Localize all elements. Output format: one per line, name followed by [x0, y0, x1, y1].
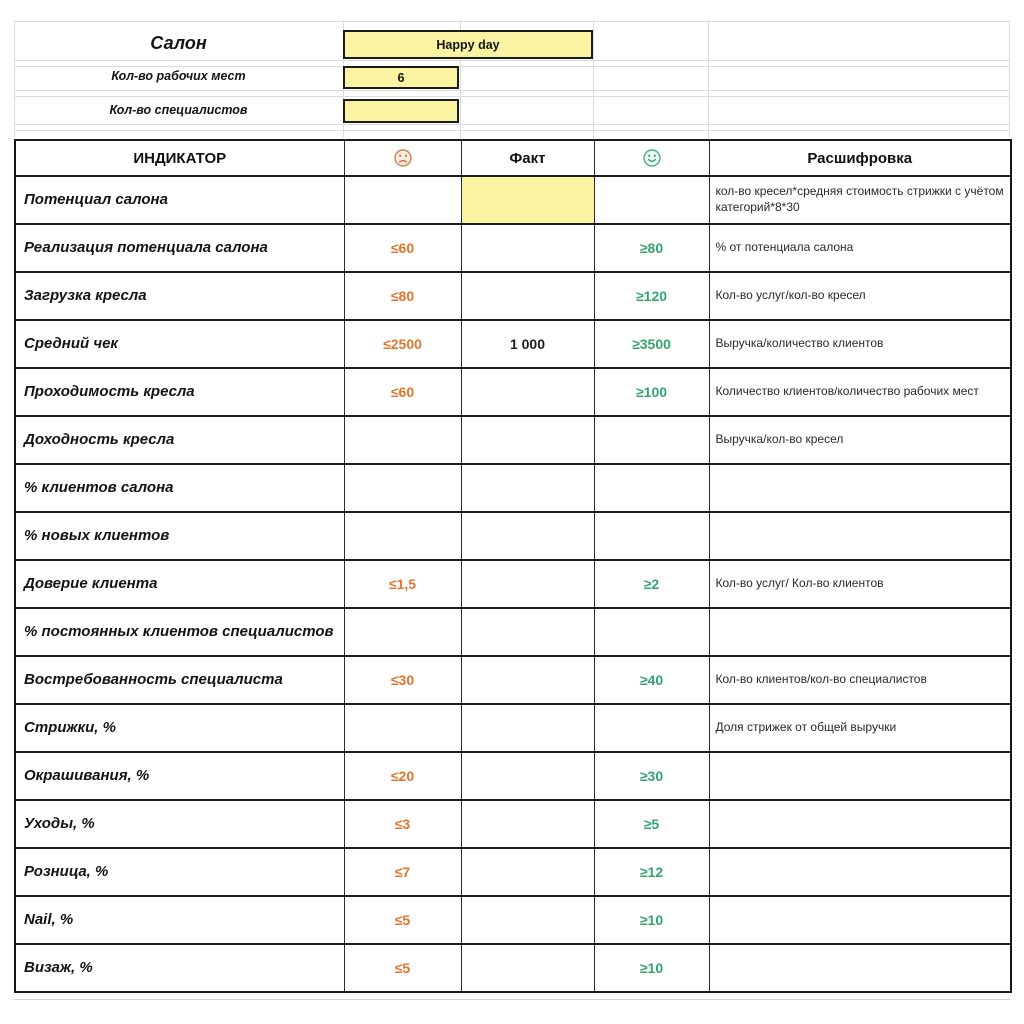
table-row: [15, 656, 1011, 704]
fact-cell[interactable]: [461, 704, 594, 752]
good-threshold-cell[interactable]: ≥10: [594, 896, 709, 944]
column-header-description: Расшифровка: [709, 140, 1011, 176]
indicator-cell[interactable]: % постоянных клиентов специалистов: [15, 608, 344, 656]
fact-cell[interactable]: [461, 800, 594, 848]
fact-cell[interactable]: [461, 896, 594, 944]
indicator-cell[interactable]: Окрашивания, %: [15, 752, 344, 800]
good-threshold-cell[interactable]: ≥10: [594, 944, 709, 992]
good-threshold-cell[interactable]: ≥80: [594, 224, 709, 272]
good-threshold-cell[interactable]: [594, 512, 709, 560]
bad-threshold-cell[interactable]: [344, 608, 461, 656]
table-header-row: [15, 140, 1011, 176]
indicator-cell[interactable]: Реализация потенциала салона: [15, 224, 344, 272]
bad-threshold-cell[interactable]: [344, 464, 461, 512]
fact-cell[interactable]: [461, 176, 594, 224]
table-row: [15, 176, 1011, 224]
bad-threshold-cell[interactable]: ≤60: [344, 368, 461, 416]
description-cell[interactable]: кол-во кресел*средняя стоимость стрижки с учётом категорий*8*30: [709, 176, 1011, 224]
bad-threshold-cell[interactable]: ≤80: [344, 272, 461, 320]
table-row: [15, 224, 1011, 272]
table-row: [15, 368, 1011, 416]
indicator-cell[interactable]: Средний чек: [15, 320, 344, 368]
column-header-indicator: ИНДИКАТОР: [15, 140, 344, 176]
gridline: [1009, 20, 1010, 138]
good-threshold-cell[interactable]: [594, 176, 709, 224]
bad-threshold-cell[interactable]: ≤30: [344, 656, 461, 704]
good-threshold-cell[interactable]: ≥3500: [594, 320, 709, 368]
indicator-cell[interactable]: Загрузка кресла: [15, 272, 344, 320]
gridline: [14, 90, 1010, 91]
column-header-bad: [344, 140, 461, 176]
indicators-table: [14, 139, 1012, 993]
good-threshold-cell[interactable]: [594, 704, 709, 752]
bad-threshold-cell[interactable]: ≤7: [344, 848, 461, 896]
bad-threshold-cell[interactable]: [344, 176, 461, 224]
sad-face-icon: [392, 147, 414, 169]
gridline: [14, 130, 1010, 131]
salon-name-cell[interactable]: Happy day: [343, 30, 593, 59]
description-cell[interactable]: Выручка/количество клиентов: [709, 320, 1011, 368]
workplaces-label: Кол-во рабочих мест: [111, 69, 246, 83]
good-threshold-cell[interactable]: ≥30: [594, 752, 709, 800]
good-threshold-cell[interactable]: [594, 464, 709, 512]
good-threshold-cell[interactable]: ≥40: [594, 656, 709, 704]
description-cell[interactable]: [709, 848, 1011, 896]
description-cell[interactable]: Кол-во клиентов/кол-во специалистов: [709, 656, 1011, 704]
smiley-face-icon: [641, 147, 663, 169]
table-row: [15, 896, 1011, 944]
gridline: [708, 20, 709, 138]
bad-threshold-cell[interactable]: ≤1,5: [344, 560, 461, 608]
workplaces-input-cell[interactable]: 6: [343, 66, 459, 89]
specialists-label: Кол-во специалистов: [109, 103, 248, 117]
fact-cell[interactable]: [461, 752, 594, 800]
gridline: [593, 20, 594, 138]
good-threshold-cell[interactable]: [594, 416, 709, 464]
good-threshold-cell[interactable]: [594, 608, 709, 656]
indicator-cell[interactable]: Доверие клиента: [15, 560, 344, 608]
indicator-cell[interactable]: Розница, %: [15, 848, 344, 896]
description-cell[interactable]: Доля стрижек от общей выручки: [709, 704, 1011, 752]
column-header-fact: Факт: [461, 140, 594, 176]
bad-threshold-cell[interactable]: [344, 512, 461, 560]
fact-cell[interactable]: [461, 560, 594, 608]
description-cell[interactable]: Кол-во услуг/ Кол-во клиентов: [709, 560, 1011, 608]
description-cell[interactable]: [709, 752, 1011, 800]
fact-cell[interactable]: [461, 224, 594, 272]
table-row: [15, 752, 1011, 800]
good-threshold-cell[interactable]: ≥2: [594, 560, 709, 608]
table-row: [15, 608, 1011, 656]
table-row: [15, 416, 1011, 464]
indicator-cell[interactable]: % новых клиентов: [15, 512, 344, 560]
description-cell[interactable]: [709, 464, 1011, 512]
gridline: [14, 999, 1010, 1000]
good-threshold-cell[interactable]: ≥120: [594, 272, 709, 320]
indicator-cell[interactable]: Проходимость кресла: [15, 368, 344, 416]
fact-cell[interactable]: [461, 656, 594, 704]
indicator-cell[interactable]: % клиентов салона: [15, 464, 344, 512]
fact-cell[interactable]: [461, 608, 594, 656]
description-cell[interactable]: [709, 800, 1011, 848]
indicator-cell[interactable]: Nail, %: [15, 896, 344, 944]
description-cell[interactable]: [709, 512, 1011, 560]
gridline: [14, 124, 1010, 125]
indicator-cell[interactable]: Визаж, %: [15, 944, 344, 992]
table-row: [15, 560, 1011, 608]
table-row: [15, 944, 1011, 992]
description-cell[interactable]: % от потенциала салона: [709, 224, 1011, 272]
fact-cell[interactable]: [461, 464, 594, 512]
fact-cell[interactable]: [461, 368, 594, 416]
good-threshold-cell[interactable]: ≥12: [594, 848, 709, 896]
indicator-cell[interactable]: Потенциал салона: [15, 176, 344, 224]
table-row: [15, 512, 1011, 560]
indicator-cell[interactable]: Доходность кресла: [15, 416, 344, 464]
description-cell[interactable]: Кол-во услуг/кол-во кресел: [709, 272, 1011, 320]
table-row: [15, 800, 1011, 848]
gridline: [14, 21, 1010, 22]
fact-cell[interactable]: [461, 512, 594, 560]
indicator-cell[interactable]: Стрижки, %: [15, 704, 344, 752]
column-header-good: [594, 140, 709, 176]
specialists-input-cell[interactable]: [343, 99, 459, 123]
good-threshold-cell[interactable]: ≥100: [594, 368, 709, 416]
table-row: [15, 272, 1011, 320]
fact-cell[interactable]: [461, 272, 594, 320]
gridline: [14, 66, 1010, 67]
fact-cell[interactable]: [461, 416, 594, 464]
description-cell[interactable]: Выручка/кол-во кресел: [709, 416, 1011, 464]
table-row: [15, 464, 1011, 512]
table-row: [15, 704, 1011, 752]
bad-threshold-cell[interactable]: ≤5: [344, 896, 461, 944]
bad-threshold-cell[interactable]: [344, 416, 461, 464]
gridline: [14, 96, 1010, 97]
description-cell[interactable]: Количество клиентов/количество рабочих мест: [709, 368, 1011, 416]
salon-label: Салон: [150, 33, 207, 53]
fact-cell[interactable]: [461, 848, 594, 896]
bad-threshold-cell[interactable]: ≤2500: [344, 320, 461, 368]
good-threshold-cell[interactable]: ≥5: [594, 800, 709, 848]
fact-cell[interactable]: 1 000: [461, 320, 594, 368]
indicator-cell[interactable]: Востребованность специалиста: [15, 656, 344, 704]
gridline: [14, 60, 1010, 61]
description-cell[interactable]: [709, 944, 1011, 992]
description-cell[interactable]: [709, 608, 1011, 656]
bad-threshold-cell[interactable]: ≤3: [344, 800, 461, 848]
bad-threshold-cell[interactable]: ≤60: [344, 224, 461, 272]
description-cell[interactable]: [709, 896, 1011, 944]
table-row: [15, 320, 1011, 368]
bad-threshold-cell[interactable]: ≤20: [344, 752, 461, 800]
indicator-cell[interactable]: Уходы, %: [15, 800, 344, 848]
table-row: [15, 848, 1011, 896]
fact-cell[interactable]: [461, 944, 594, 992]
bad-threshold-cell[interactable]: [344, 704, 461, 752]
bad-threshold-cell[interactable]: ≤5: [344, 944, 461, 992]
